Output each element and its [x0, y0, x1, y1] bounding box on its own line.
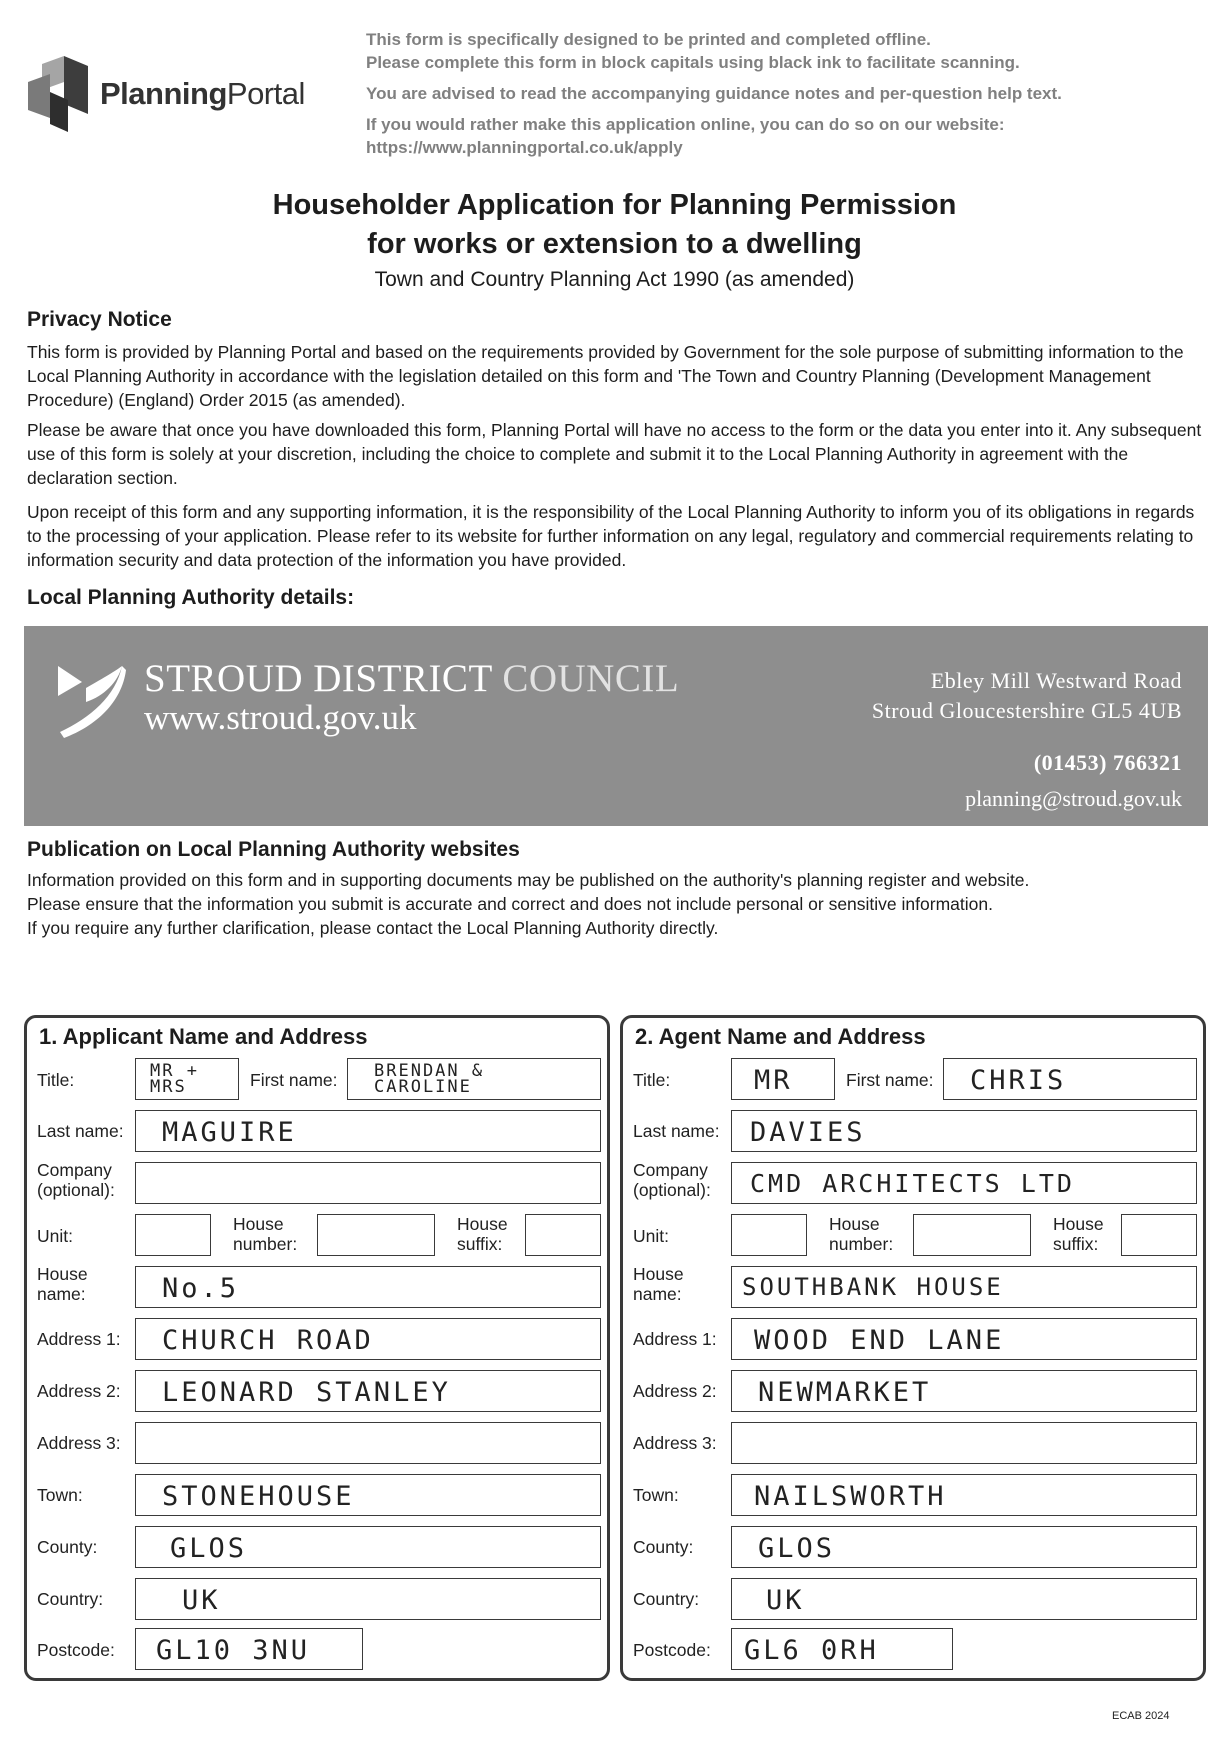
- council-phone: (01453) 766321: [1033, 750, 1182, 775]
- council-email: planning@stroud.gov.uk: [965, 786, 1182, 811]
- applicant-postcode-label: Postcode:: [37, 1640, 115, 1660]
- applicant-address1-label: Address 1:: [37, 1329, 121, 1349]
- form-title-line-1: Householder Application for Planning Permission: [272, 189, 957, 221]
- applicant-first-name-field[interactable]: BRENDAN & CAROLINE: [347, 1058, 601, 1100]
- agent-address3-field[interactable]: [731, 1422, 1197, 1464]
- applicant-address3-label: Address 3:: [37, 1433, 121, 1453]
- applicant-county-label: County:: [37, 1537, 98, 1557]
- agent-company-field[interactable]: CMD ARCHITECTS LTD: [731, 1162, 1197, 1204]
- publication-heading: Publication on Local Planning Authority websites: [27, 838, 520, 861]
- agent-company-label: Company (optional):: [633, 1160, 711, 1200]
- agent-title-field[interactable]: MR: [731, 1058, 835, 1100]
- form-code: ECAB 2024: [1112, 1710, 1170, 1722]
- applicant-county-field[interactable]: GLOS: [135, 1526, 601, 1568]
- applicant-address3-field[interactable]: [135, 1422, 601, 1464]
- planning-portal-logo-icon: [24, 56, 94, 132]
- agent-last-name-label: Last name:: [633, 1121, 720, 1141]
- applicant-house-suffix-field[interactable]: [525, 1214, 601, 1256]
- agent-first-name-field[interactable]: CHRIS: [943, 1058, 1197, 1100]
- applicant-address2-field[interactable]: LEONARD STANLEY: [135, 1370, 601, 1412]
- applicant-title-label: Title:: [37, 1070, 75, 1090]
- applicant-postcode-field[interactable]: GL10 3NU: [135, 1628, 363, 1670]
- applicant-house-number-field[interactable]: [317, 1214, 435, 1256]
- agent-unit-label: Unit:: [633, 1226, 669, 1246]
- applicant-house-name-field[interactable]: No.5: [135, 1266, 601, 1308]
- council-banner: [24, 626, 1208, 826]
- applicant-country-field[interactable]: UK: [135, 1578, 601, 1620]
- applicant-first-name-label: First name:: [250, 1070, 338, 1090]
- applicant-address1-field[interactable]: CHURCH ROAD: [135, 1318, 601, 1360]
- logo-text: PlanningPortal: [100, 76, 305, 111]
- form-subtitle: Town and Country Planning Act 1990 (as amended): [374, 268, 855, 291]
- form-title: [0, 186, 1229, 292]
- applicant-last-name-field[interactable]: MAGUIRE: [135, 1110, 601, 1152]
- agent-address2-field[interactable]: NEWMARKET: [731, 1370, 1197, 1412]
- agent-first-name-label: First name:: [846, 1070, 934, 1090]
- applicant-company-label: Company (optional):: [37, 1160, 115, 1200]
- agent-address1-label: Address 1:: [633, 1329, 717, 1349]
- applicant-town-label: Town:: [37, 1485, 83, 1505]
- privacy-paragraph-3: Upon receipt of this form and any supporting information, it is the responsibility of the Local Planning Authority to inform you of its obligations in regards to the processing of your application. Please refer to its website for further information on any legal, regulatory and commercial requirements relating to information security and data protection of the information you have provided.: [27, 502, 1195, 570]
- agent-panel: [620, 1015, 1206, 1681]
- agent-house-suffix-label: House suffix:: [1053, 1214, 1104, 1254]
- agent-county-label: County:: [633, 1537, 694, 1557]
- applicant-house-suffix-label: House suffix:: [457, 1214, 508, 1254]
- council-swoosh-icon: [56, 662, 126, 738]
- agent-country-label: Country:: [633, 1589, 700, 1609]
- privacy-paragraph-2: Please be aware that once you have downloaded this form, Planning Portal will have no access to the form or the data you enter into it. Any subsequent use of this form is solely at your discretion, including the choice to complete and submit it to the Local Planning Authority in agreement with the declaration section.: [27, 420, 1202, 488]
- agent-address1-field[interactable]: WOOD END LANE: [731, 1318, 1197, 1360]
- agent-county-field[interactable]: GLOS: [731, 1526, 1197, 1568]
- agent-country-field[interactable]: UK: [731, 1578, 1197, 1620]
- form-title-line-2: for works or extension to a dwelling: [367, 228, 862, 260]
- agent-address3-label: Address 3:: [633, 1433, 717, 1453]
- header-note-3: If you would rather make this application online, you can do so on our website: https://www.planningportal.co.uk/apply: [366, 115, 1005, 157]
- applicant-house-name-label: House name:: [37, 1264, 88, 1304]
- agent-title-label: Title:: [633, 1070, 671, 1090]
- header-note-2: You are advised to read the accompanying guidance notes and per-question help text.: [366, 84, 1062, 103]
- header-note-1: This form is specifically designed to be printed and completed offline. Please complete this form in block capitals using black ink to facilitate scanning.: [366, 30, 1020, 72]
- agent-house-name-field[interactable]: SOUTHBANK HOUSE: [731, 1266, 1197, 1308]
- applicant-panel: [24, 1015, 610, 1681]
- lpa-heading: Local Planning Authority details:: [27, 586, 355, 609]
- agent-house-suffix-field[interactable]: [1121, 1214, 1197, 1256]
- agent-address2-label: Address 2:: [633, 1381, 717, 1401]
- applicant-company-field[interactable]: [135, 1162, 601, 1204]
- applicant-unit-label: Unit:: [37, 1226, 73, 1246]
- agent-unit-field[interactable]: [731, 1214, 807, 1256]
- applicant-unit-field[interactable]: [135, 1214, 211, 1256]
- applicant-town-field[interactable]: STONEHOUSE: [135, 1474, 601, 1516]
- agent-postcode-field[interactable]: GL6 0RH: [731, 1628, 953, 1670]
- header-notes: [366, 28, 1166, 167]
- council-name: STROUD DISTRICT COUNCIL: [144, 657, 680, 700]
- agent-heading: 2. Agent Name and Address: [635, 1024, 926, 1049]
- council-website: www.stroud.gov.uk: [144, 698, 417, 737]
- applicant-country-label: Country:: [37, 1589, 104, 1609]
- privacy-paragraph-1: This form is provided by Planning Portal and based on the requirements provided by Government for the sole purpose of submitting information to the Local Planning Authority in accordance with the legislation detailed on this form and 'The Town and Country Planning (Development Management Procedure) (England) Order 2015 (as amended).: [27, 342, 1184, 410]
- council-address: Ebley Mill Westward Road Stroud Gloucestershire GL5 4UB: [871, 668, 1182, 723]
- agent-house-number-field[interactable]: [913, 1214, 1031, 1256]
- applicant-title-field[interactable]: MR + MRS: [135, 1058, 239, 1100]
- agent-town-field[interactable]: NAILSWORTH: [731, 1474, 1197, 1516]
- agent-postcode-label: Postcode:: [633, 1640, 711, 1660]
- planning-portal-logo: [24, 56, 305, 132]
- agent-house-name-label: House name:: [633, 1264, 684, 1304]
- agent-house-number-label: House number:: [829, 1214, 894, 1254]
- applicant-address2-label: Address 2:: [37, 1381, 121, 1401]
- publication-text: Information provided on this form and in supporting documents may be published on the authority's planning register and website. Please ensure that the information you submit is accurate and correct and does not include personal or sensitive information. If you require any further clarification, please contact the Local Planning Authority directly.: [27, 870, 1030, 938]
- applicant-heading: 1. Applicant Name and Address: [39, 1024, 368, 1049]
- agent-town-label: Town:: [633, 1485, 679, 1505]
- applicant-house-number-label: House number:: [233, 1214, 298, 1254]
- agent-last-name-field[interactable]: DAVIES: [731, 1110, 1197, 1152]
- privacy-heading: Privacy Notice: [27, 308, 172, 331]
- applicant-last-name-label: Last name:: [37, 1121, 124, 1141]
